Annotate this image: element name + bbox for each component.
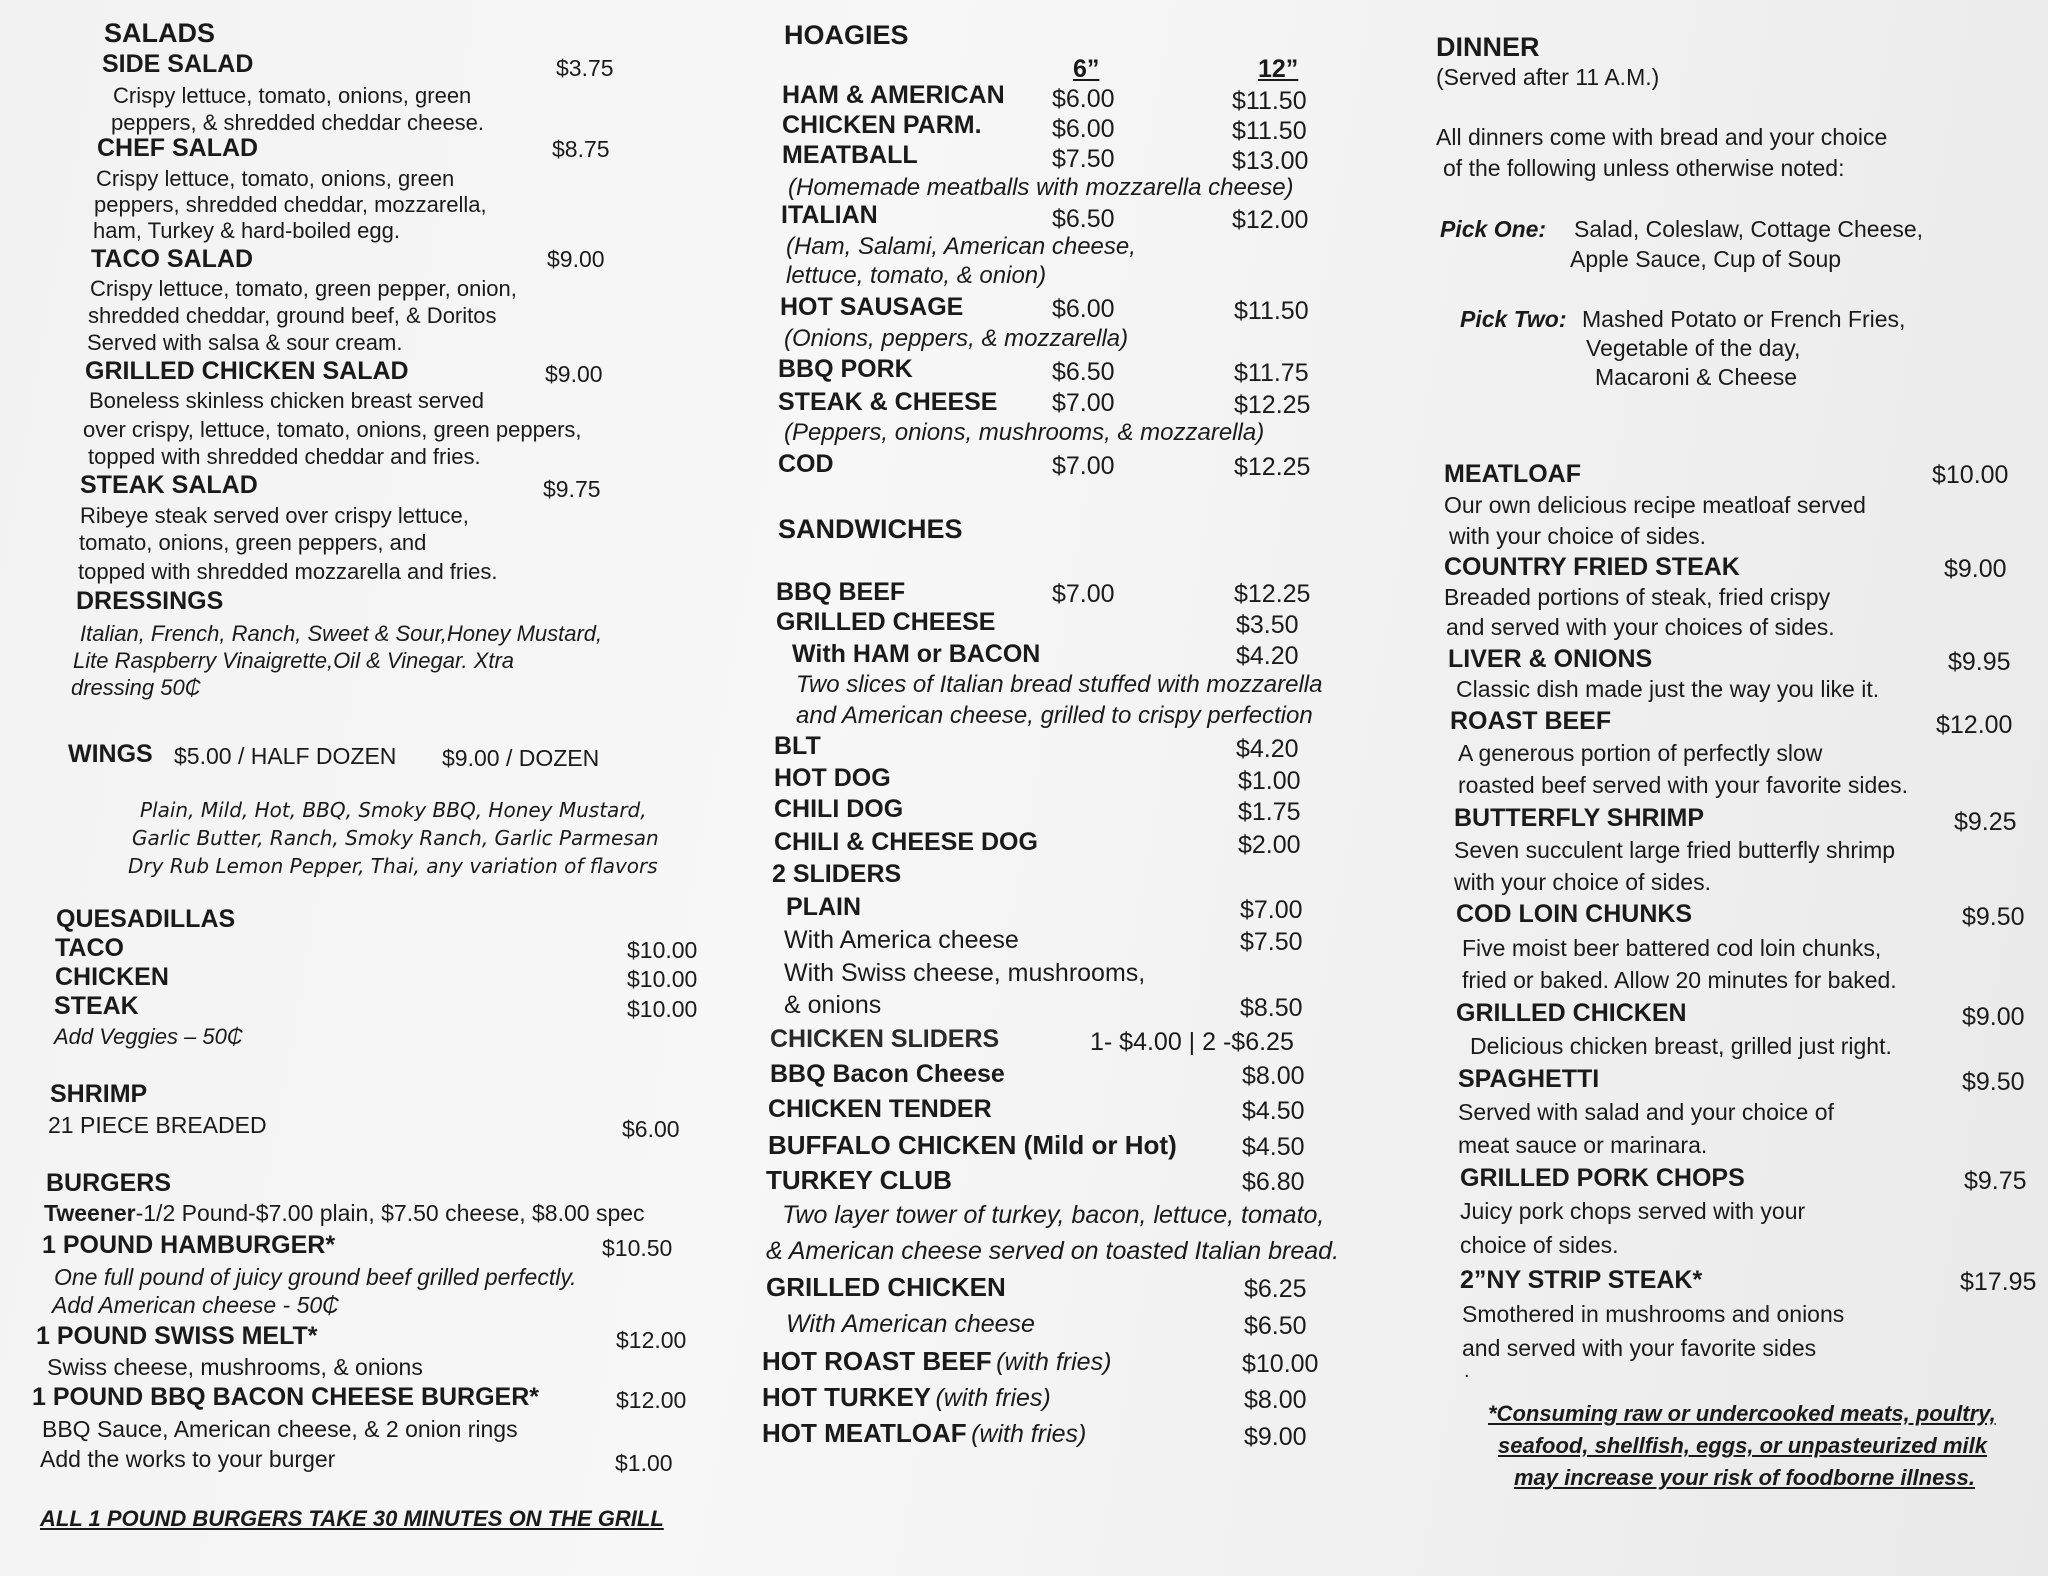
hoagie-ham-american: HAM & AMERICAN — [782, 81, 1005, 109]
dressings-desc: Lite Raspberry Vinaigrette,Oil & Vinegar. Xtra — [73, 648, 515, 673]
dinner-country-fried-steak-price: $9.00 — [1944, 555, 2007, 583]
shrimp-title: SHRIMP — [50, 1080, 148, 1108]
dinner-butterfly-shrimp-desc: with your choice of sides. — [1454, 869, 1711, 895]
sandwich-turkey-club: TURKEY CLUB — [766, 1165, 952, 1195]
dinner-roast-beef-desc: A generous portion of perfectly slow — [1458, 740, 1823, 766]
grilled-chicken-salad-price: $9.00 — [545, 361, 603, 387]
dinner-served-note: (Served after 11 A.M.) — [1436, 64, 1660, 90]
dinner-roast-beef: ROAST BEEF — [1450, 707, 1612, 735]
dinner-country-fried-steak-desc: Breaded portions of steak, fried crispy — [1444, 584, 1831, 610]
hoagie-italian: ITALIAN — [781, 201, 878, 229]
dinner-spaghetti-desc: meat sauce or marinara. — [1458, 1132, 1708, 1158]
dinner-meatloaf-price: $10.00 — [1932, 461, 2009, 489]
shrimp-item: 21 PIECE BREADED — [48, 1112, 267, 1138]
pick-two-options: Macaroni & Cheese — [1595, 364, 1797, 390]
hoagie-ham-6-price: $6.00 — [1052, 85, 1115, 113]
quesadilla-taco: TACO — [55, 934, 124, 962]
side-salad-name: SIDE SALAD — [102, 50, 254, 78]
hoagie-ham-12-price: $11.50 — [1232, 87, 1307, 115]
hoagie-meatball-desc: (Homemade meatballs with mozzarella cheese) — [788, 174, 1294, 201]
side-salad-desc: Crispy lettuce, tomato, onions, green — [113, 83, 472, 108]
steak-salad-price: $9.75 — [543, 476, 601, 502]
pick-two-options: Vegetable of the day, — [1586, 335, 1801, 361]
sandwich-bbq-beef-price: $12.25 — [1234, 580, 1311, 608]
quesadilla-chicken-price: $10.00 — [627, 966, 698, 992]
dressings-title: DRESSINGS — [76, 587, 224, 615]
hoagie-steak-cheese: STEAK & CHEESE — [778, 388, 998, 416]
steak-salad-desc: Ribeye steak served over crispy lettuce, — [80, 503, 469, 528]
wings-flavors: Garlic Butter, Ranch, Smoky Ranch, Garlic Parmesan — [132, 826, 659, 850]
dinner-roast-beef-desc: roasted beef served with your favorite sides. — [1458, 772, 1909, 798]
dinner-cod-loin: COD LOIN CHUNKS — [1456, 900, 1693, 928]
dinner-ny-strip-desc: Smothered in mushrooms and onions — [1462, 1301, 1845, 1327]
tweener-price: -1/2 Pound-$7.00 plain, $7.50 cheese, $8.00 spec — [135, 1200, 645, 1226]
hoagie-meatball-12-price: $13.00 — [1232, 147, 1309, 175]
side-salad-price: $3.75 — [556, 55, 614, 81]
pick-one-options: Salad, Coleslaw, Cottage Cheese, — [1574, 216, 1924, 242]
taco-salad-name: TACO SALAD — [91, 245, 254, 273]
hoagie-cod-6-price: $7.00 — [1052, 452, 1115, 480]
wings-half-price: $5.00 / HALF DOZEN — [174, 743, 397, 769]
sandwich-chicken-tender: CHICKEN TENDER — [768, 1095, 992, 1123]
sandwich-grilled-cheese-price: $3.50 — [1236, 611, 1299, 639]
dinner-ny-strip-price: $17.95 — [1960, 1268, 2037, 1296]
dinner-grilled-chicken: GRILLED CHICKEN — [1456, 999, 1687, 1027]
grilled-chicken-salad-desc: over crispy, lettuce, tomato, onions, green peppers, — [83, 417, 582, 442]
stray-dot: . — [1464, 1360, 1470, 1382]
hoagie-size-12: 12” — [1258, 55, 1299, 83]
hoagie-bbq-pork-6-price: $6.50 — [1052, 358, 1115, 386]
dinner-liver-onions: LIVER & ONIONS — [1448, 645, 1653, 673]
chef-salad-desc: Crispy lettuce, tomato, onions, green — [96, 166, 455, 191]
sandwiches-header: SANDWICHES — [778, 514, 963, 544]
sandwich-chili-cheese-dog-price: $2.00 — [1238, 831, 1301, 859]
sandwich-hot-roast-beef — [762, 1346, 1111, 1377]
sliders-with-swiss: With Swiss cheese, mushrooms, — [784, 959, 1146, 987]
sandwich-hot-dog: HOT DOG — [774, 764, 891, 792]
sandwich-with-ham-bacon-price: $4.20 — [1236, 642, 1299, 670]
sandwich-turkey-club-price: $6.80 — [1242, 1168, 1305, 1196]
hamburger-desc: Add American cheese - 50₵ — [52, 1292, 339, 1318]
sandwich-hot-roast-beef-price: $10.00 — [1242, 1350, 1319, 1378]
pick-two-options: Mashed Potato or French Fries, — [1582, 306, 1906, 332]
hoagie-meatball: MEATBALL — [782, 141, 918, 169]
hoagie-cod: COD — [778, 450, 834, 478]
dressings-desc: dressing 50₵ — [71, 675, 201, 700]
sandwich-with-american-price: $6.50 — [1244, 1312, 1307, 1340]
chef-salad-desc: peppers, shredded cheddar, mozzarella, — [94, 192, 487, 217]
hot-meatloaf-note: (with fries) — [971, 1420, 1087, 1448]
hot-meatloaf-name: HOT MEATLOAF — [762, 1418, 967, 1448]
grilled-chicken-salad-name: GRILLED CHICKEN SALAD — [85, 357, 409, 385]
sandwich-blt-price: $4.20 — [1236, 735, 1299, 763]
grilled-chicken-salad-desc: Boneless skinless chicken breast served — [89, 388, 484, 413]
hoagie-italian-12-price: $12.00 — [1232, 206, 1309, 234]
chef-salad-name: CHEF SALAD — [97, 134, 259, 162]
sandwich-hot-dog-price: $1.00 — [1238, 767, 1301, 795]
hoagie-sausage-desc: (Onions, peppers, & mozzarella) — [784, 325, 1129, 352]
taco-salad-desc: shredded cheddar, ground beef, & Doritos — [88, 303, 497, 328]
sliders-plain-price: $7.00 — [1240, 896, 1303, 924]
hoagie-parm-12-price: $11.50 — [1232, 117, 1307, 145]
foodborne-warning: seafood, shellfish, eggs, or unpasteurized milk — [1498, 1433, 1987, 1458]
burgers-title: BURGERS — [46, 1169, 172, 1197]
dinner-butterfly-shrimp-desc: Seven succulent large fried butterfly shrimp — [1454, 837, 1896, 863]
sliders-with-america-price: $7.50 — [1240, 928, 1303, 956]
foodborne-warning: may increase your risk of foodborne illness. — [1514, 1465, 1975, 1490]
sliders-plain: PLAIN — [786, 893, 861, 921]
sandwich-hot-turkey — [762, 1382, 1051, 1413]
hoagie-steak-desc: (Peppers, onions, mushrooms, & mozzarella) — [784, 419, 1265, 446]
hot-turkey-note: (with fries) — [935, 1384, 1051, 1412]
dinner-meatloaf-desc: with your choice of sides. — [1449, 523, 1706, 549]
salads-header: SALADS — [104, 18, 216, 48]
sandwich-sliders: 2 SLIDERS — [772, 860, 902, 888]
hoagie-size-6: 6” — [1073, 55, 1100, 83]
hoagie-steak-6-price: $7.00 — [1052, 389, 1115, 417]
taco-salad-desc: Crispy lettuce, tomato, green pepper, onion, — [90, 276, 517, 301]
sandwich-chicken-tender-price: $4.50 — [1242, 1097, 1305, 1125]
hoagie-italian-desc: lettuce, tomato, & onion) — [786, 262, 1047, 289]
sandwich-buffalo-chicken-price: $4.50 — [1242, 1133, 1305, 1161]
steak-salad-desc: topped with shredded mozzarella and fries. — [78, 559, 498, 584]
sandwich-bbq-beef-small-price: $7.00 — [1052, 580, 1115, 608]
dinner-cod-loin-price: $9.50 — [1962, 903, 2025, 931]
chef-salad-price: $8.75 — [552, 136, 610, 162]
pick-one-options: Apple Sauce, Cup of Soup — [1570, 246, 1842, 272]
sliders-with-swiss-price: $8.50 — [1240, 994, 1303, 1022]
quesadilla-veggies: Add Veggies – 50₵ — [54, 1024, 243, 1049]
dinner-grilled-chicken-price: $9.00 — [1962, 1003, 2025, 1031]
side-salad-desc: peppers, & shredded cheddar cheese. — [111, 110, 485, 135]
sandwich-hot-turkey-price: $8.00 — [1244, 1386, 1307, 1414]
sandwich-turkey-club-desc: & American cheese served on toasted Italian bread. — [766, 1237, 1340, 1265]
sandwich-grilled-chicken: GRILLED CHICKEN — [766, 1272, 1006, 1302]
hot-roast-beef-note: (with fries) — [996, 1348, 1112, 1376]
bbq-burger-name: 1 POUND BBQ BACON CHEESE BURGER* — [32, 1383, 540, 1411]
dinner-meatloaf: MEATLOAF — [1444, 460, 1582, 488]
sandwich-grilled-cheese-desc: and American cheese, grilled to crispy perfection — [796, 702, 1313, 729]
steak-salad-desc: tomato, onions, green peppers, and — [79, 530, 427, 555]
sandwich-grilled-cheese-desc: Two slices of Italian bread stuffed with mozzarella — [796, 671, 1323, 698]
swiss-melt-name: 1 POUND SWISS MELT* — [36, 1322, 318, 1350]
sandwich-turkey-club-desc: Two layer tower of turkey, bacon, lettuce, tomato, — [782, 1201, 1325, 1229]
sandwich-with-american: With American cheese — [786, 1310, 1035, 1338]
dinner-butterfly-shrimp: BUTTERFLY SHRIMP — [1454, 804, 1705, 832]
hamburger-desc: One full pound of juicy ground beef grilled perfectly. — [54, 1264, 577, 1290]
quesadilla-chicken: CHICKEN — [55, 963, 169, 991]
sandwich-grilled-cheese: GRILLED CHEESE — [776, 608, 996, 636]
sandwich-with-ham-bacon: With HAM or BACON — [792, 640, 1041, 668]
bbq-burger-desc: BBQ Sauce, American cheese, & 2 onion rings — [42, 1416, 518, 1442]
bbq-burger-price: $12.00 — [616, 1387, 687, 1413]
hoagie-meatball-6-price: $7.50 — [1052, 145, 1115, 173]
hoagie-steak-12-price: $12.25 — [1234, 391, 1311, 419]
hoagie-cod-12-price: $12.25 — [1234, 453, 1311, 481]
hoagie-italian-6-price: $6.50 — [1052, 205, 1115, 233]
sandwich-buffalo-chicken: BUFFALO CHICKEN (Mild or Hot) — [768, 1130, 1177, 1160]
sandwich-chicken-sliders-price: 1- $4.00 | 2 -$6.25 — [1090, 1028, 1294, 1056]
hoagies-header: HOAGIES — [784, 20, 909, 50]
tweener-name: Tweener — [44, 1200, 136, 1226]
hamburger-name: 1 POUND HAMBURGER* — [42, 1231, 336, 1259]
taco-salad-price: $9.00 — [547, 246, 605, 272]
works-item: Add the works to your burger — [40, 1446, 336, 1472]
wings-dozen-price: $9.00 / DOZEN — [442, 745, 600, 771]
swiss-melt-desc: Swiss cheese, mushrooms, & onions — [47, 1354, 423, 1380]
chef-salad-desc: ham, Turkey & hard-boiled egg. — [93, 218, 400, 243]
dinner-roast-beef-price: $12.00 — [1936, 711, 2013, 739]
dinner-country-fried-steak: COUNTRY FRIED STEAK — [1444, 553, 1740, 581]
sandwich-bbq-beef: BBQ BEEF — [776, 578, 906, 606]
dinner-country-fried-steak-desc: and served with your choices of sides. — [1446, 614, 1835, 640]
hoagie-parm-6-price: $6.00 — [1052, 115, 1115, 143]
burgers-note: ALL 1 POUND BURGERS TAKE 30 MINUTES ON THE GRILL — [40, 1506, 664, 1531]
dinner-spaghetti-price: $9.50 — [1962, 1068, 2025, 1096]
sandwich-bbq-bacon-cheese-price: $8.00 — [1242, 1062, 1305, 1090]
steak-salad-name: STEAK SALAD — [80, 471, 258, 499]
foodborne-warning: *Consuming raw or undercooked meats, poultry, — [1488, 1401, 1996, 1426]
dinner-butterfly-shrimp-price: $9.25 — [1954, 808, 2017, 836]
dinner-pork-chops-desc: choice of sides. — [1460, 1232, 1619, 1258]
dinner-pork-chops: GRILLED PORK CHOPS — [1460, 1164, 1745, 1192]
shrimp-price: $6.00 — [622, 1116, 680, 1142]
dinner-ny-strip-desc: and served with your favorite sides — [1462, 1335, 1817, 1361]
dinner-cod-loin-desc: fried or baked. Allow 20 minutes for baked. — [1462, 967, 1897, 993]
hot-turkey-name: HOT TURKEY — [762, 1382, 931, 1412]
dinner-pork-chops-desc: Juicy pork chops served with your — [1460, 1198, 1806, 1224]
sandwich-bbq-bacon-cheese: BBQ Bacon Cheese — [770, 1060, 1005, 1088]
quesadilla-steak: STEAK — [54, 992, 139, 1020]
dinner-spaghetti-desc: Served with salad and your choice of — [1458, 1099, 1834, 1125]
hoagie-sausage-6-price: $6.00 — [1052, 295, 1115, 323]
hoagie-italian-desc: (Ham, Salami, American cheese, — [786, 233, 1136, 260]
sandwich-hot-meatloaf — [762, 1418, 1086, 1449]
dinner-header: DINNER — [1436, 32, 1540, 62]
quesadilla-taco-price: $10.00 — [627, 937, 698, 963]
sliders-with-america: With America cheese — [784, 926, 1019, 954]
sandwich-grilled-chicken-price: $6.25 — [1244, 1275, 1307, 1303]
taco-salad-desc: Served with salsa & sour cream. — [87, 330, 403, 355]
dressings-desc: Italian, French, Ranch, Sweet & Sour,Honey Mustard, — [80, 621, 603, 646]
hoagie-chicken-parm: CHICKEN PARM. — [782, 111, 982, 139]
dinner-liver-onions-price: $9.95 — [1948, 648, 2011, 676]
quesadilla-steak-price: $10.00 — [627, 996, 698, 1022]
dinner-cod-loin-desc: Five moist beer battered cod loin chunks, — [1462, 935, 1882, 961]
sliders-with-swiss: & onions — [784, 991, 882, 1019]
wings-flavors: Dry Rub Lemon Pepper, Thai, any variation of flavors — [128, 854, 658, 878]
dinner-meatloaf-desc: Our own delicious recipe meatloaf served — [1444, 492, 1866, 518]
dinner-spaghetti: SPAGHETTI — [1458, 1065, 1600, 1093]
dinner-intro: of the following unless otherwise noted: — [1443, 155, 1845, 181]
hoagie-bbq-pork: BBQ PORK — [778, 355, 913, 383]
wings-title: WINGS — [68, 740, 153, 768]
swiss-melt-price: $12.00 — [616, 1327, 687, 1353]
hoagie-hot-sausage: HOT SAUSAGE — [780, 293, 964, 321]
sandwich-hot-meatloaf-price: $9.00 — [1244, 1423, 1307, 1451]
hot-roast-beef-name: HOT ROAST BEEF — [762, 1346, 992, 1376]
dinner-pork-chops-price: $9.75 — [1964, 1167, 2027, 1195]
hamburger-price: $10.50 — [602, 1235, 673, 1261]
sandwich-chicken-sliders: CHICKEN SLIDERS — [770, 1025, 1000, 1053]
pick-one-label: Pick One: — [1440, 216, 1547, 242]
dinner-grilled-chicken-desc: Delicious chicken breast, grilled just right. — [1470, 1033, 1892, 1059]
dinner-intro: All dinners come with bread and your choice — [1436, 124, 1888, 150]
sandwich-chili-dog: CHILI DOG — [774, 795, 904, 823]
grilled-chicken-salad-desc: topped with shredded cheddar and fries. — [88, 444, 481, 469]
hoagie-sausage-12-price: $11.50 — [1234, 297, 1309, 325]
sandwich-blt: BLT — [774, 732, 821, 760]
hoagie-bbq-pork-12-price: $11.75 — [1234, 359, 1309, 387]
wings-flavors: Plain, Mild, Hot, BBQ, Smoky BBQ, Honey Mustard, — [140, 798, 647, 822]
pick-two-label: Pick Two: — [1460, 306, 1567, 332]
sandwich-chili-dog-price: $1.75 — [1238, 798, 1301, 826]
tweener-line — [44, 1200, 645, 1227]
dinner-ny-strip: 2”NY STRIP STEAK* — [1460, 1266, 1703, 1294]
sandwich-chili-cheese-dog: CHILI & CHEESE DOG — [774, 828, 1038, 856]
dinner-liver-onions-desc: Classic dish made just the way you like it. — [1456, 676, 1880, 702]
quesadillas-title: QUESADILLAS — [56, 905, 236, 933]
works-price: $1.00 — [615, 1450, 673, 1476]
